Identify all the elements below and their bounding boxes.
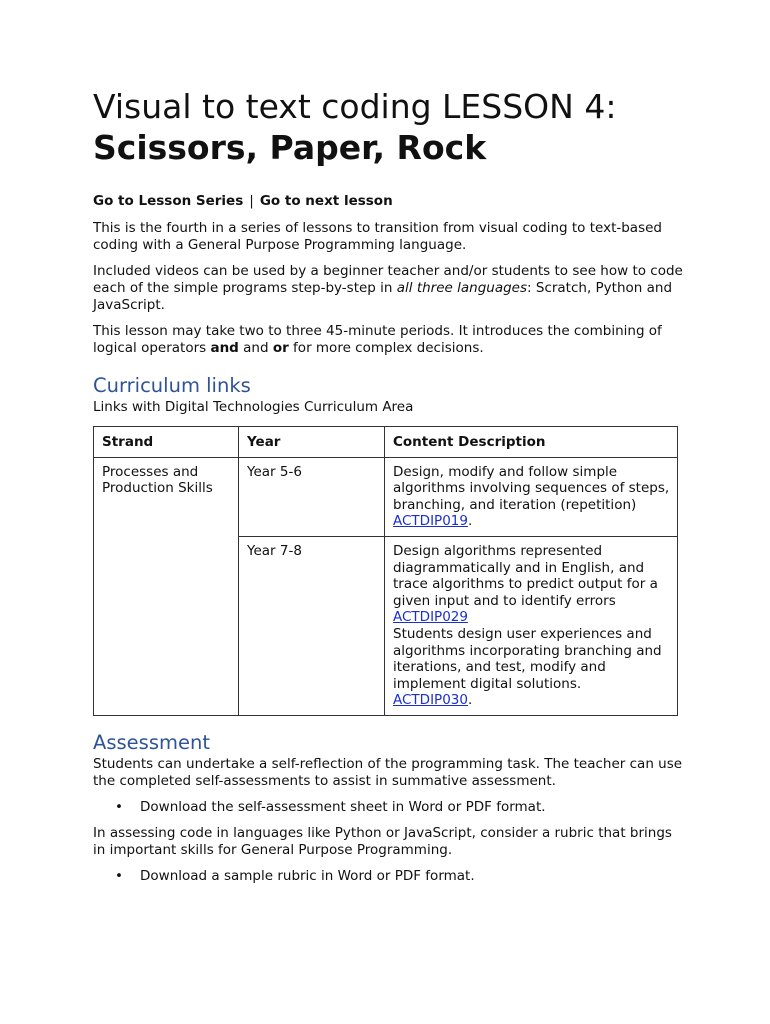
description-text: Design algorithms represented diagrammatically and in English, and trace algorithms to predict output for a given input and to identify errors	[393, 542, 658, 609]
actdip030-link[interactable]: ACTDIP030	[393, 692, 468, 709]
description-cell	[385, 457, 678, 536]
lesson-nav	[93, 192, 683, 210]
assessment-paragraph-1: Students can undertake a self-reflection of the programming task. The teacher can use the completed self-assessments to assist in summative assessment.	[93, 755, 683, 789]
assessment-paragraph-2: In assessing code in languages like Python or JavaScript, consider a rubric that brings in important skills for General Purpose Programming.	[93, 824, 672, 858]
document-content	[93, 86, 683, 885]
curriculum-subtext: Links with Digital Technologies Curriculum Area	[93, 399, 414, 415]
year-cell: Year 5-6	[239, 457, 385, 536]
description-text: Design, modify and follow simple algorithms involving sequences of steps, branching, and iteration (repetition)	[393, 463, 670, 513]
list-item	[93, 799, 683, 816]
intro-p2-emphasis: all three languages	[396, 280, 528, 296]
intro-p2-text: Included videos can be used by a beginner teacher and/or students to see how to code each of the simple programs step-by-step in	[93, 263, 683, 296]
nav-separator: |	[249, 193, 254, 209]
title-line-2: Scissors, Paper, Rock	[93, 128, 487, 167]
intro-p3-or: or	[272, 340, 289, 356]
header-year: Year	[239, 427, 385, 458]
curriculum-links-heading: Curriculum links	[93, 374, 251, 397]
actdip019-link[interactable]: ACTDIP019	[393, 513, 468, 530]
rubric-download-text[interactable]: Download a sample rubric in Word or PDF format.	[140, 867, 475, 884]
self-assessment-download-text[interactable]: Download the self-assessment sheet in Word or PDF format.	[140, 798, 546, 815]
header-strand: Strand	[94, 427, 239, 458]
actdip029-link[interactable]: ACTDIP029	[393, 609, 468, 626]
intro-p3-mid: and	[238, 340, 273, 356]
assessment-heading: Assessment	[93, 730, 210, 754]
intro-p2-end: : Scratch, Python and JavaScript.	[93, 280, 673, 313]
description-cell	[385, 536, 678, 715]
page-title	[93, 86, 683, 168]
description-text-2: Students design user experiences and algorithms incorporating branching and iterations, and test, modify and implement digital solutions.	[393, 625, 662, 692]
bullet-icon: •	[115, 798, 123, 815]
title-line-1: Visual to text coding LESSON 4:	[93, 87, 617, 126]
table-header-row	[94, 427, 678, 458]
intro-p3-end: for more complex decisions.	[288, 340, 484, 356]
table-row	[94, 457, 678, 536]
assessment-list-1	[93, 799, 683, 816]
intro-paragraph-3	[93, 323, 683, 357]
next-lesson-link[interactable]: Go to next lesson	[259, 193, 393, 209]
list-item	[93, 868, 683, 885]
intro-paragraph-2	[93, 263, 683, 314]
curriculum-table	[93, 426, 678, 716]
year-cell: Year 7-8	[239, 536, 385, 715]
bullet-icon: •	[115, 867, 123, 884]
description-end: .	[467, 692, 473, 709]
lesson-series-link[interactable]: Go to Lesson Series	[93, 193, 244, 209]
intro-p3-and: and	[210, 340, 239, 356]
description-end: .	[467, 513, 473, 530]
header-content-description: Content Description	[385, 427, 678, 458]
strand-cell: Processes and Production Skills	[94, 457, 239, 715]
intro-paragraph-1: This is the fourth in a series of lessons to transition from visual coding to text-based coding with a General Purpose Programming language.	[93, 220, 662, 253]
assessment-list-2	[93, 868, 683, 885]
intro-p3-text: This lesson may take two to three 45-minute periods. It introduces the combining of logical operators	[93, 323, 662, 356]
